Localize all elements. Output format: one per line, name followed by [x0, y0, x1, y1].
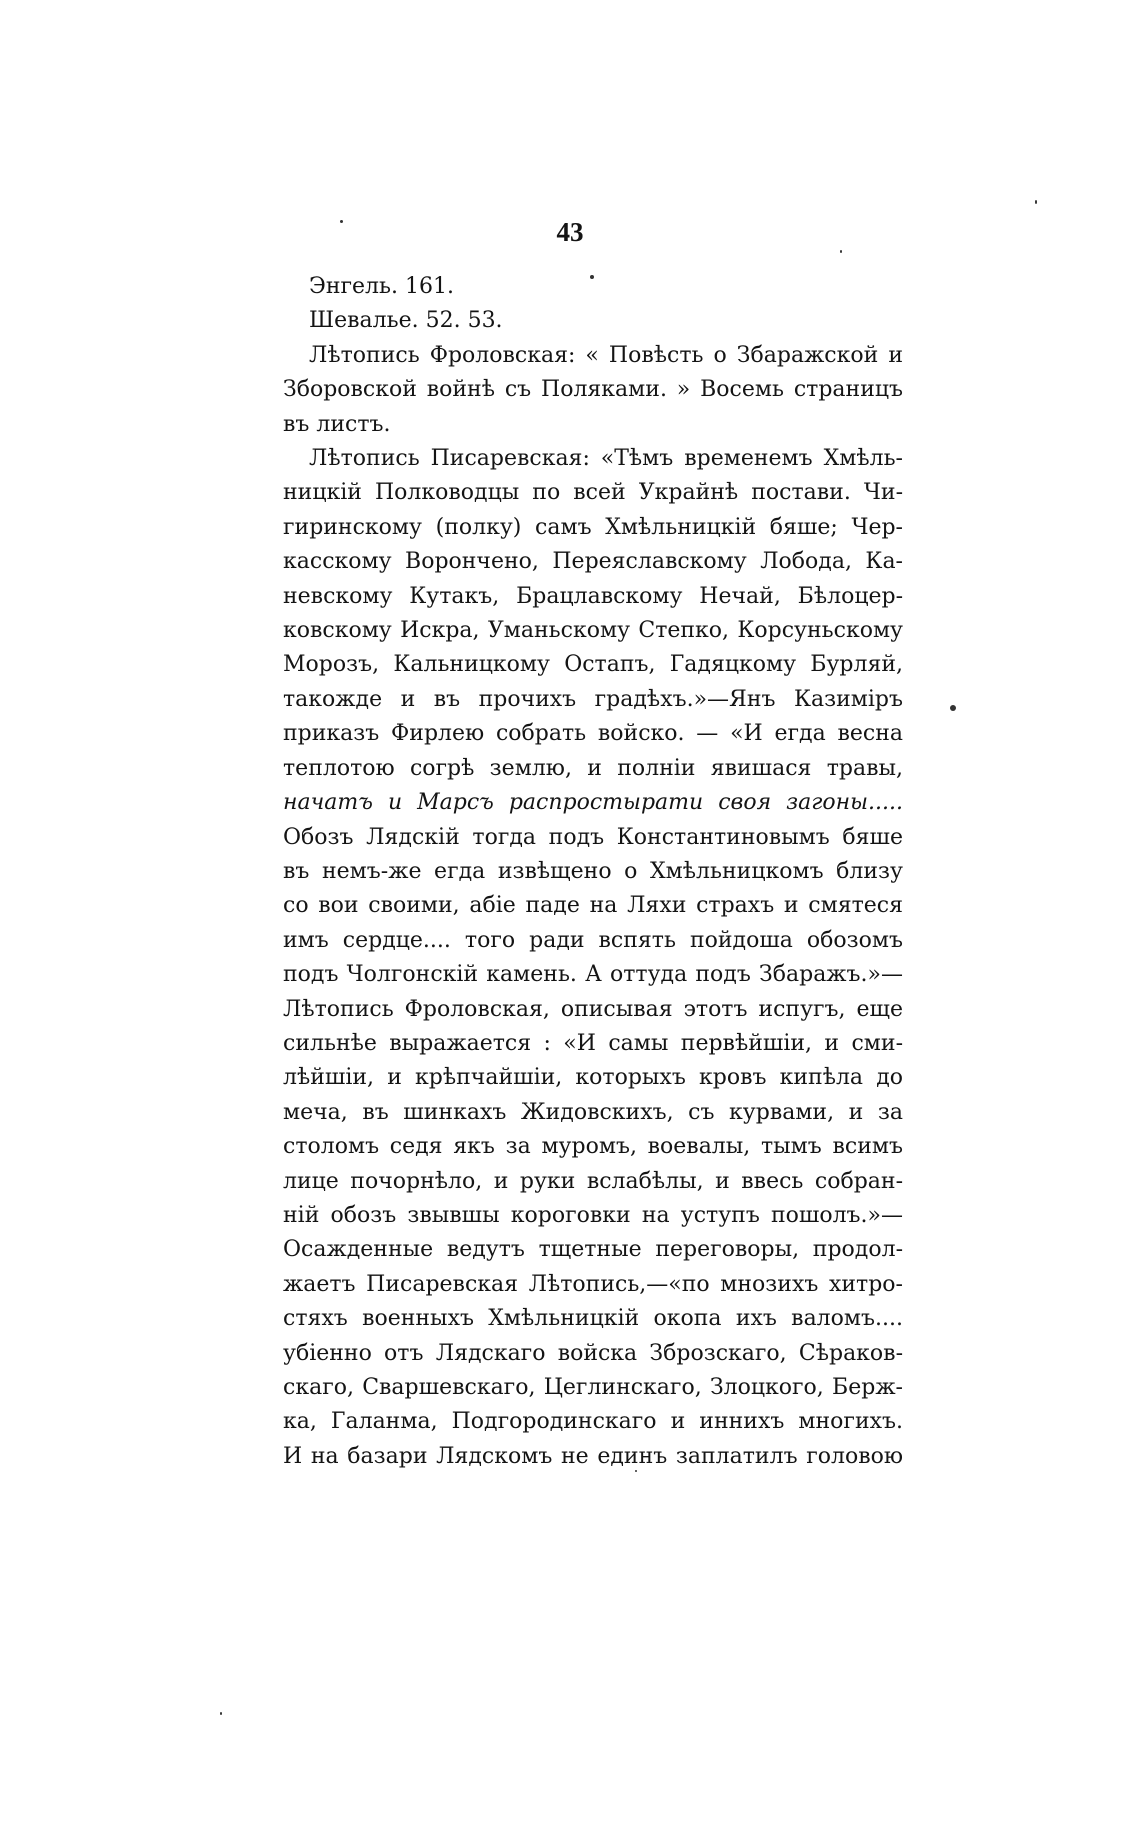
text-line: меча, въ шинкахъ Жидовскихъ, съ курвами, и за: [283, 1099, 903, 1125]
text-line: Осажденные ведутъ тщетные переговоры, продол-: [283, 1237, 903, 1263]
text-line: Лѣтопись Фроловская: « Повѣсть о Збаражской и: [309, 342, 903, 368]
text-line: И на базари Лядскомъ не единъ заплатилъ головою: [283, 1443, 903, 1469]
text-line: такожде и въ прочихъ градѣхъ.»—Янъ Казиміръ: [283, 686, 903, 712]
text-line: жаетъ Писаревская Лѣтопись,—«по мнозихъ хитро-: [283, 1271, 903, 1297]
text-line: со вои своими, абіе паде на Ляхи страхъ и смятеся: [283, 893, 903, 919]
text-line: въ листъ.: [283, 411, 391, 437]
scan-speck: [840, 250, 842, 253]
text-line: столомъ седя якъ за муромъ, воевалы, тымъ всимъ: [283, 1134, 903, 1160]
scan-speck: [220, 1712, 222, 1715]
text-line: касскому Ворончено, Переяславскому Лобода, Ка-: [283, 549, 903, 575]
text-line: лице почорнѣло, и руки вслабѣлы, и ввесь собран-: [283, 1168, 903, 1194]
scan-speck: [950, 705, 956, 711]
text-line: ковскому Искра, Уманьскому Степко, Корсуньскому: [283, 618, 903, 644]
text-line: имъ сердце.... того ради вспять пойдоша обозомъ: [283, 927, 903, 953]
text-line: Обозъ Лядскій тогда подъ Константиновымъ бяше: [283, 824, 903, 850]
text-line: ка, Галанма, Подгородинскаго и иннихъ многихъ.: [283, 1409, 903, 1435]
page-number: 43: [556, 217, 584, 247]
text-line: подъ Чолгонскій камень. А оттуда подъ Збаражъ.»—: [283, 962, 903, 988]
text-line: въ немъ-же егда извѣщено о Хмѣльницкомъ близу: [283, 858, 903, 884]
text-line: невскому Кутакъ, Брацлавскому Нечай, Бѣлоцер-: [283, 583, 903, 609]
text-line: Лѣтопись Писаревская: «Тѣмъ временемъ Хмѣль-: [309, 446, 903, 472]
text-line: гиринскому (полку) самъ Хмѣльницкій бяше; Чер-: [283, 514, 903, 540]
text-line: Шевалье. 52. 53.: [309, 308, 503, 334]
text-line: скаго, Свaршевскаго, Цеглинскаго, Злоцкого, Берж-: [283, 1375, 903, 1400]
text-line: стяхъ военныхъ Хмѣльницкій окопа ихъ валомъ....: [283, 1306, 903, 1332]
scan-speck: [340, 220, 343, 223]
scan-speck: [635, 1470, 637, 1472]
text-line: Морозъ, Кальницкому Остапъ, Гадяцкому Бурляй,: [283, 652, 903, 678]
text-line: теплотою согрѣ землю, и полніи явишася травы,: [283, 755, 903, 781]
text-line-italic: начатъ и Марсъ распростырати своя загоны.....: [283, 790, 903, 816]
text-line: сильнѣе выражается : «И самы первѣйшіи, и сми-: [283, 1030, 903, 1056]
scan-speck: [1035, 200, 1037, 204]
text-line: ницкій Полководцы по всей Украйнѣ постави. Чи-: [283, 480, 903, 506]
text-line: Зборовской войнѣ съ Поляками. » Восемь страницъ: [283, 377, 903, 403]
body-text: [283, 270, 903, 1474]
text-line: лѣйшіи, и крѣпчайшіи, которыхъ кровъ кипѣла до: [283, 1065, 903, 1091]
text-line: Энгель. 161.: [309, 274, 454, 299]
text-line: ній обозъ звывшы короговки на уступъ пошолъ.»—: [283, 1202, 903, 1228]
text-line: Лѣтопись Фроловская, описывая этотъ испугъ, еще: [283, 996, 903, 1022]
scan-speck: [590, 275, 594, 279]
text-line: убіенно отъ Лядскаго войска Зброзскаго, Сѣраков-: [283, 1340, 903, 1366]
text-line: приказъ Фирлею собрать войско. — «И егда весна: [283, 721, 903, 747]
